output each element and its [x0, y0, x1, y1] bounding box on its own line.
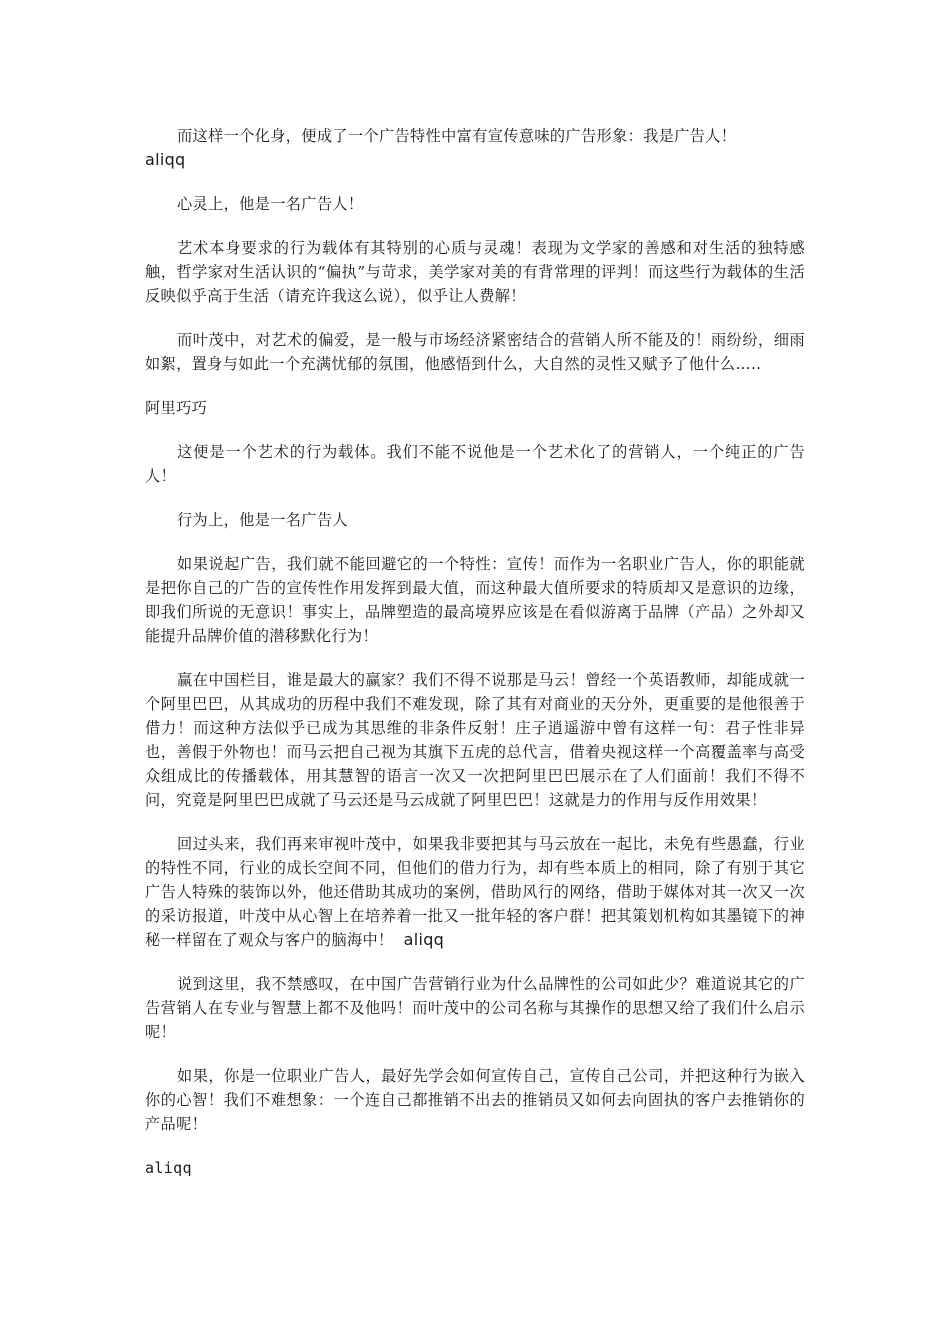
- paragraph-4: 而叶茂中，对艺术的偏爱，是一般与市场经济紧密结合的营销人所不能及的！雨纷纷，细雨如絮，置身与如此一个充满忧郁的氛围，他感悟到什么，大自然的灵性又赋予了他什么…..: [145, 331, 805, 373]
- paragraph-7: 行为上，他是一名广告人: [177, 511, 348, 529]
- document-body: [145, 124, 805, 1200]
- paragraph-9: 赢在中国栏目，谁是最大的赢家？我们不得不说那是马云！曾经一个英语教师，却能成就一个阿里巴巴，从其成功的历程中我们不难发现，除了其有对商业的天分外，更重要的是他很善于借力！而这种方法似乎已成为其思维的非条件反射！庄子逍遥游中曾有这样一句：君子性非异也，善假于外物也！而马云把自己视为其旗下五虎的总代言，借着央视这样一个高覆盖率与高受众组成比的传播载体，用其慧智的语言一次又一次把阿里巴巴展示在了人们面前！我们不得不问，究竟是阿里巴巴成就了马云还是马云成就了阿里巴巴！这就是力的作用与反作用效果！: [145, 671, 805, 809]
- paragraph-13-aliqq: aliqq: [145, 1159, 192, 1177]
- paragraph-text: 而这样一个化身，便成了一个广告特性中富有宣传意味的广告形象：我是广告人！: [177, 127, 737, 145]
- paragraph-text: 回过头来，我们再来审视叶茂中，如果我非要把其与马云放在一起比，未免有些愚蠢，行业的特性不同，行业的成长空间不同，但他们的借力行为，却有些本质上的相同，除了有别于其它广告人特殊的装饰以外，他还借助其成功的案例，借助风行的网络，借助于媒体对其一次又一次的采访报道，叶茂中从心智上在培养着一批又一批年轻的客户群！把其策划机构如其墨镜下的神秘一样留在了观众与客户的脑海中！: [145, 835, 805, 949]
- paragraph-2: 心灵上，他是一名广告人！: [177, 195, 364, 213]
- paragraph-10: [145, 832, 805, 952]
- paragraph-12: 如果，你是一位职业广告人，最好先学会如何宣传自己，宣传自己公司，并把这种行为嵌入你的心智！我们不难想象：一个连自己都推销不出去的推销员又如何去向固执的客户去推销你的产品呢！: [145, 1067, 805, 1133]
- signature-aliqq: aliqq: [145, 150, 186, 169]
- paragraph-11: 说到这里，我不禁感叹，在中国广告营销行业为什么品牌性的公司如此少？难道说其它的广告营销人在专业与智慧上都不及他吗！而叶茂中的公司名称与其操作的思想又给了我们什么启示呢！: [145, 975, 805, 1041]
- paragraph-1: [145, 124, 805, 172]
- signature-aliqq: aliqq: [403, 930, 445, 949]
- paragraph-6: 这便是一个艺术的行为载体。我们不能不说他是一个艺术化了的营销人，一个纯正的广告人！: [145, 443, 805, 485]
- paragraph-5: 阿里巧巧: [145, 399, 208, 417]
- paragraph-3: 艺术本身要求的行为载体有其特别的心质与灵魂！表现为文学家的善感和对生活的独特感触，哲学家对生活认识的“偏执”与苛求，美学家对美的有背常理的评判！而这些行为载体的生活反映似乎高于生活（请充许我这么说），似乎让人费解！: [145, 239, 805, 305]
- paragraph-8: 如果说起广告，我们就不能回避它的一个特性：宣传！而作为一名职业广告人，你的职能就是把你自己的广告的宣传性作用发挥到最大值，而这种最大值所要求的特质却又是意识的边缘，即我们所说的无意识！事实上，品牌塑造的最高境界应该是在看似游离于品牌（产品）之外却又能提升品牌价值的潜移默化行为！: [145, 555, 805, 645]
